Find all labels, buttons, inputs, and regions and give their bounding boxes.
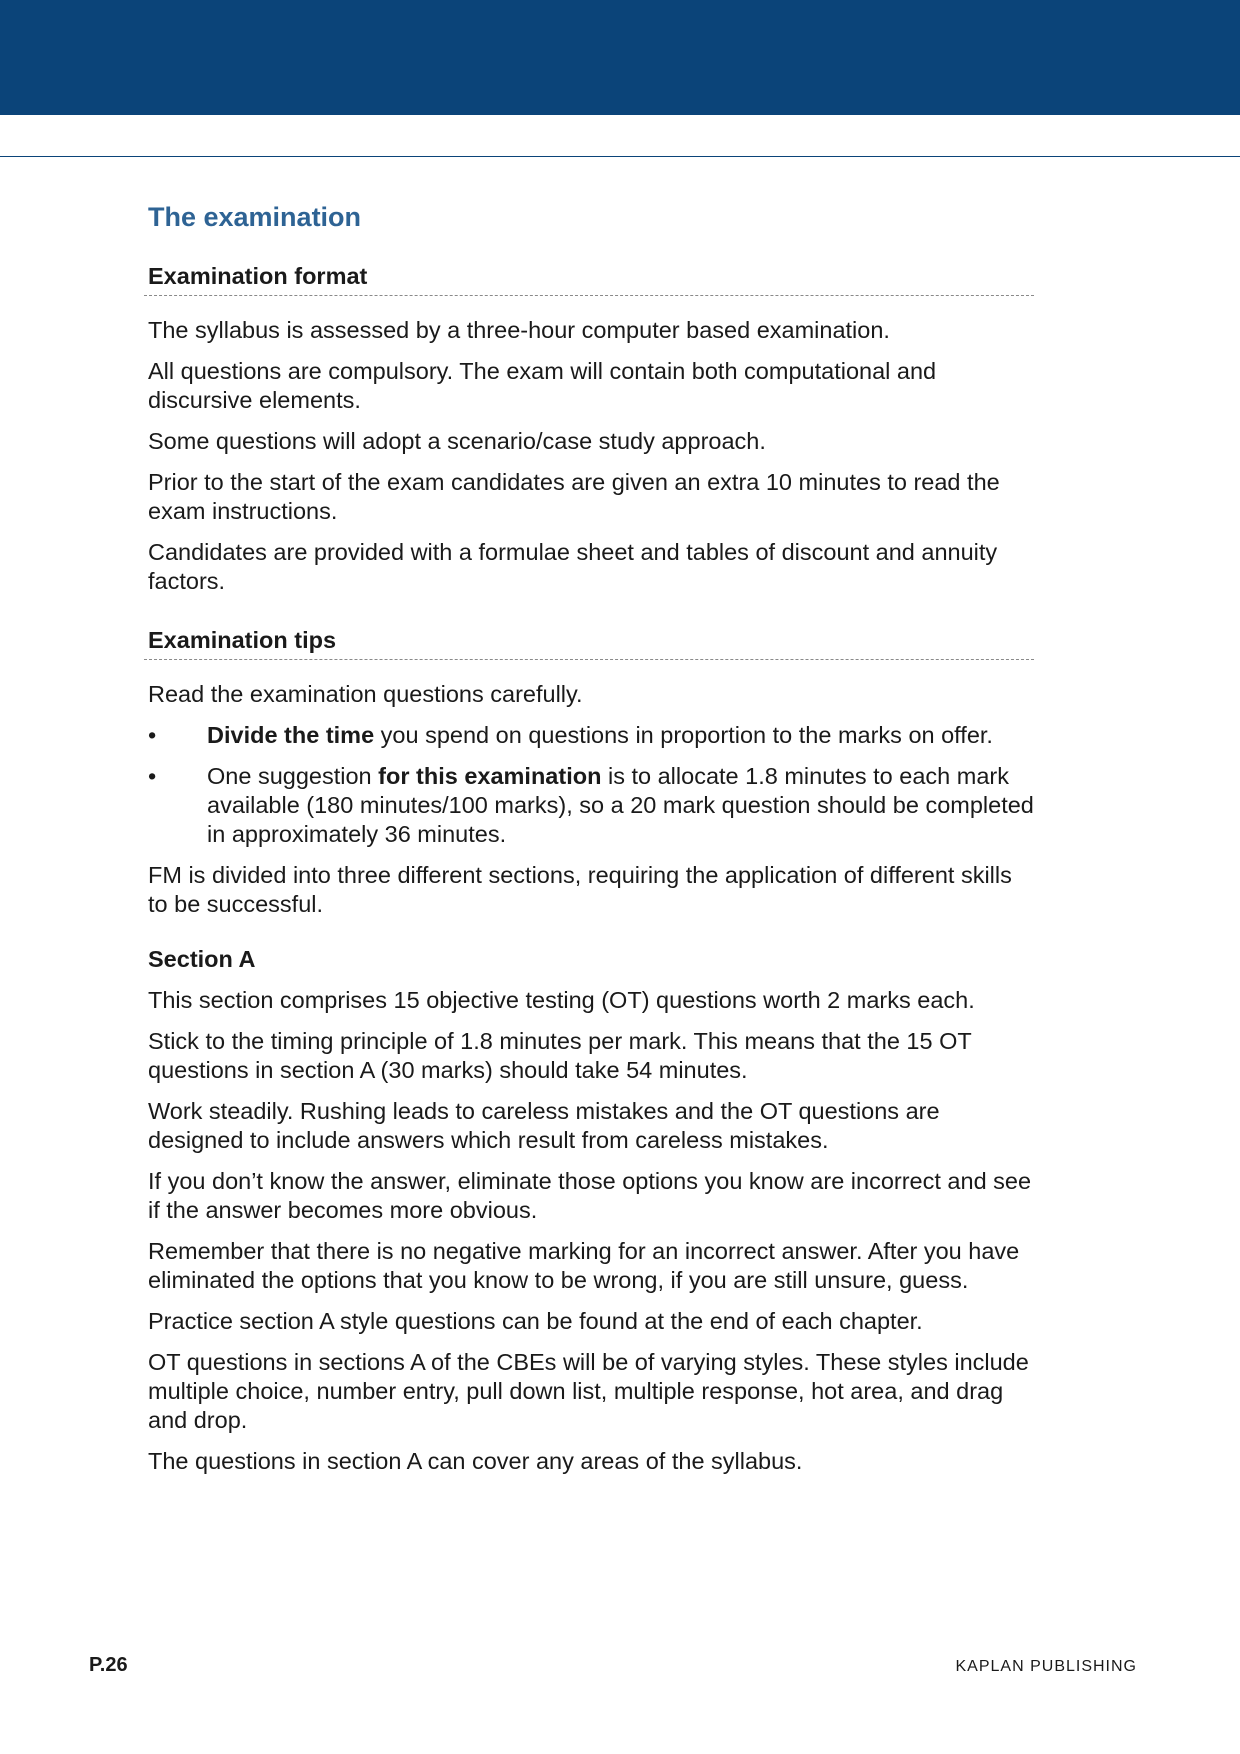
- section-a-paragraph: This section comprises 15 objective testing (OT) questions worth 2 marks each.: [148, 987, 975, 1013]
- page-title: The examination: [148, 202, 362, 232]
- tips-outro: FM is divided into three different sections, requiring the application of different skills to be successful.: [148, 862, 1012, 917]
- list-item: [148, 762, 1034, 849]
- format-paragraph: Prior to the start of the exam candidates are given an extra 10 minutes to read the exam instructions.: [148, 469, 1000, 524]
- section-a-paragraph: The questions in section A can cover any areas of the syllabus.: [148, 1448, 803, 1474]
- bullet-text-after: you spend on questions in proportion to the marks on offer.: [374, 722, 993, 748]
- section-a-paragraph: Practice section A style questions can be found at the end of each chapter.: [148, 1308, 923, 1334]
- bullet-text-bold: for this examination: [378, 763, 602, 789]
- examination-format-heading: Examination format: [144, 262, 1034, 296]
- page-number: P.26: [89, 1654, 128, 1676]
- page-content: [148, 200, 1034, 1488]
- examination-tips-heading: Examination tips: [144, 626, 1034, 660]
- bullet-text-after: is to allocate 1.8 minutes to each mark available (180 minutes/100 marks), so a 20 mark question should be completed in approximately 36 minutes.: [207, 763, 1034, 847]
- format-paragraph: Some questions will adopt a scenario/case study approach.: [148, 428, 766, 454]
- bullet-text-before: One suggestion: [207, 763, 379, 789]
- section-a-heading: Section A: [148, 946, 256, 972]
- bullet-icon: •: [148, 763, 157, 789]
- section-a-paragraph: Stick to the timing principle of 1.8 minutes per mark. This means that the 15 OT questions in section A (30 marks) should take 54 minutes.: [148, 1028, 972, 1083]
- format-paragraph: Candidates are provided with a formulae sheet and tables of discount and annuity factors.: [148, 539, 998, 594]
- section-a-paragraph: Remember that there is no negative marking for an incorrect answer. After you have eliminated the options that you know to be wrong, if you are still unsure, guess.: [148, 1238, 1020, 1293]
- section-a-paragraph: OT questions in sections A of the CBEs will be of varying styles. These styles include multiple choice, number entry, pull down list, multiple response, hot area, and drag and drop.: [148, 1349, 1029, 1433]
- format-paragraph: All questions are compulsory. The exam will contain both computational and discursive elements.: [148, 358, 937, 413]
- bullet-text-bold: Divide the time: [207, 722, 375, 748]
- tips-bullet-list: [148, 721, 1034, 849]
- section-a-paragraph: If you don’t know the answer, eliminate those options you know are incorrect and see if the answer becomes more obvious.: [148, 1168, 1032, 1223]
- publisher-name: KAPLAN PUBLISHING: [955, 1658, 1137, 1675]
- bullet-icon: •: [148, 722, 157, 748]
- tips-intro: Read the examination questions carefully.: [148, 681, 583, 707]
- section-a-paragraph: Work steadily. Rushing leads to careless mistakes and the OT questions are designed to include answers which result from careless mistakes.: [148, 1098, 940, 1153]
- format-paragraph: The syllabus is assessed by a three-hour computer based examination.: [148, 317, 890, 343]
- header-band: [0, 0, 1240, 115]
- list-item: [148, 721, 1034, 750]
- header-rule: [0, 156, 1240, 157]
